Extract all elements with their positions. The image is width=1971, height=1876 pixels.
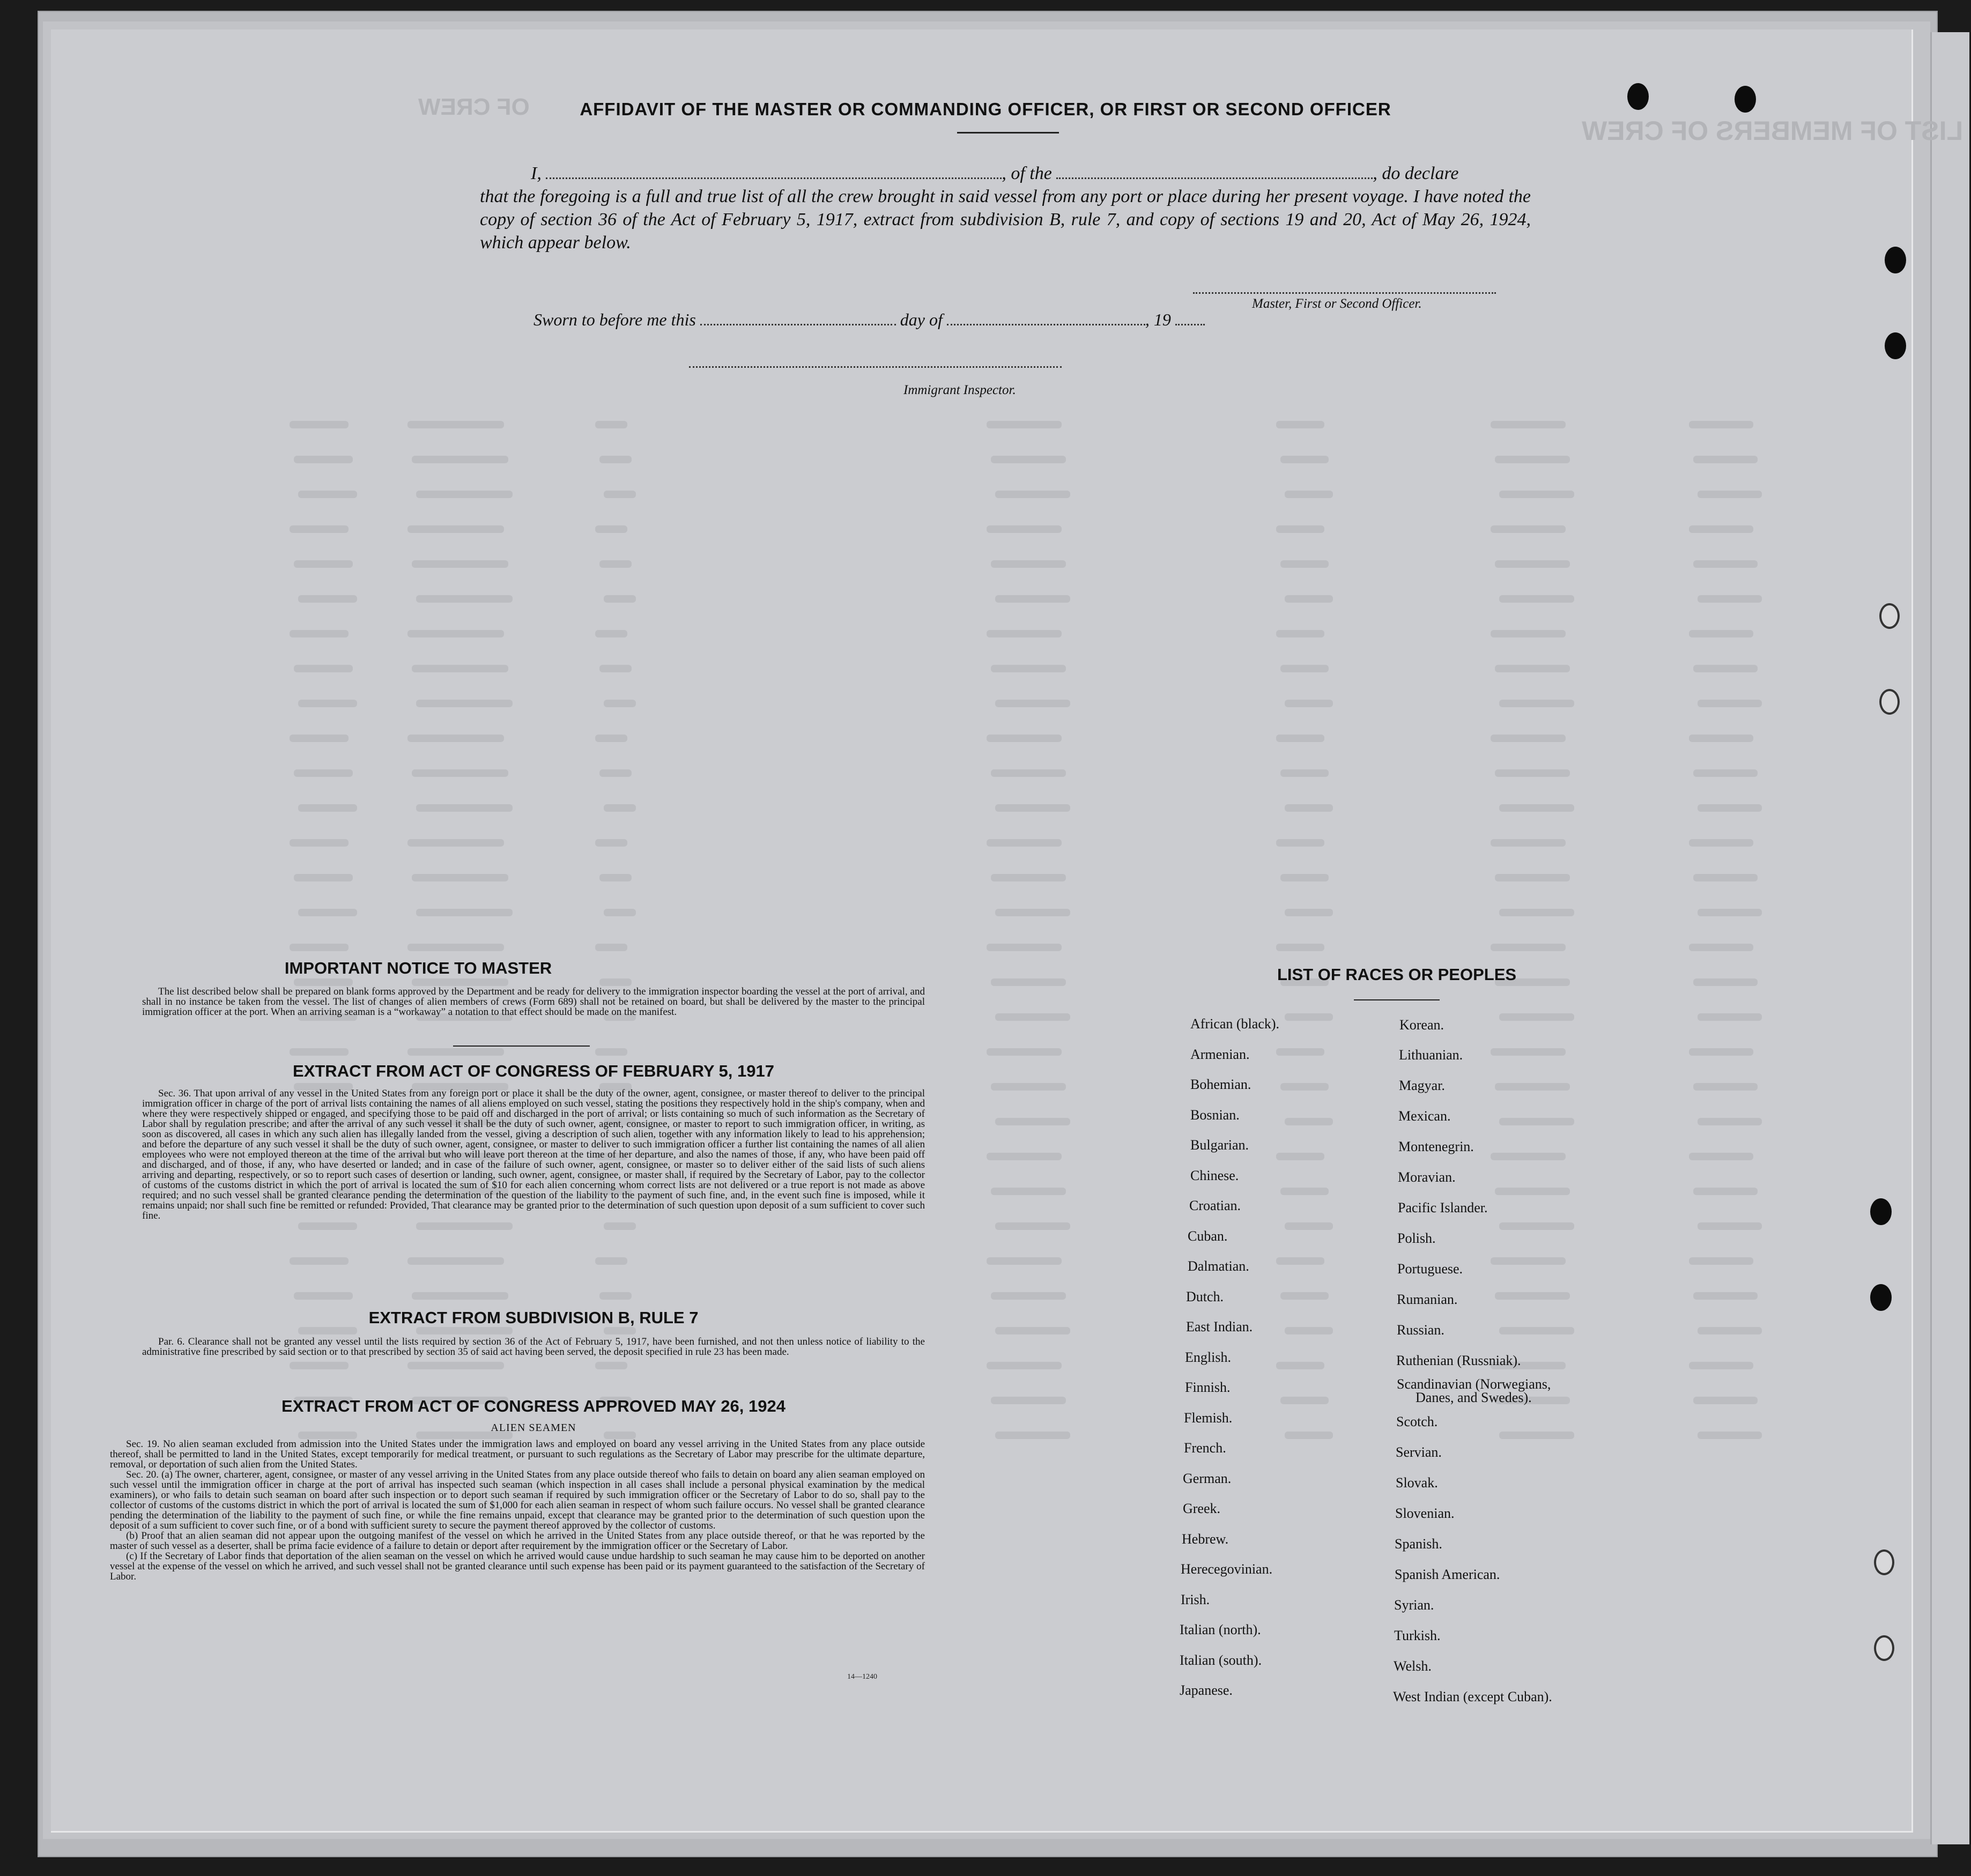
- show-through-mark: [1491, 944, 1566, 951]
- show-through-mark: [1285, 1222, 1333, 1230]
- race-item: Slovak.: [1396, 1475, 1438, 1491]
- punch-hole: [1874, 1549, 1894, 1575]
- notice-title: IMPORTANT NOTICE TO MASTER: [284, 959, 552, 977]
- show-through-mark: [595, 1257, 627, 1265]
- show-through-mark: [416, 1222, 513, 1230]
- race-item: French.: [1184, 1440, 1226, 1456]
- show-through-mark: [1689, 1362, 1753, 1369]
- show-through-mark: [604, 1222, 636, 1230]
- show-through-mark: [995, 595, 1070, 603]
- inspector-label: Immigrant Inspector.: [903, 383, 1016, 397]
- race-item: Italian (north).: [1180, 1622, 1261, 1637]
- show-through-mark: [1689, 1257, 1753, 1265]
- affidavit-statement: [480, 162, 1531, 254]
- affidavit-body: that the foregoing is a full and true list of all the crew brought in said vessel from any port or place during her present voyage. I have noted the copy of section 36 of the Act of February 5, 1917, extract from subdivision B, rule 7, and copy of sections 19 and 20, Act of May 26, 1924, which appear below.: [480, 187, 1531, 253]
- section-19-paragraph: Sec. 19. No alien seaman excluded from admission into the United States under the immigration laws and employed on board any vessel arriving in the United States from any place outside thereof, shall be permitted to land in the United States, except temporarily for medical treatment, or pursuant to such regulations as the Secretary of Labor may prescribe for the ultimate departure, removal, or deportation of such alien from the United States.: [110, 1438, 925, 1470]
- show-through-mark: [1495, 560, 1570, 568]
- show-through-mark: [1499, 595, 1574, 603]
- show-through-mark: [604, 491, 636, 498]
- race-item: West Indian (except Cuban).: [1393, 1689, 1552, 1704]
- show-through-mark: [1491, 630, 1566, 637]
- race-item: Rumanian.: [1397, 1292, 1458, 1307]
- rule-7-title: EXTRACT FROM SUBDIVISION B, RULE 7: [368, 1308, 699, 1327]
- show-through-mark: [1689, 1153, 1753, 1160]
- show-through-mark: [595, 839, 627, 847]
- show-through-mark: [1285, 804, 1333, 812]
- show-through-mark: [294, 769, 353, 777]
- race-item: Syrian.: [1394, 1597, 1434, 1613]
- inspector-signature-line[interactable]: [689, 366, 1062, 368]
- rule-7-text: [142, 1337, 925, 1357]
- show-through-mark: [987, 525, 1062, 533]
- show-through-mark: [1280, 456, 1329, 463]
- show-through-mark: [1280, 1188, 1329, 1195]
- show-through-mark: [290, 839, 349, 847]
- punch-hole: [1879, 603, 1900, 629]
- show-through-mark: [1280, 874, 1329, 881]
- show-through-mark: [298, 1222, 357, 1230]
- show-through-mark: [290, 735, 349, 742]
- show-through-mark: [987, 1257, 1062, 1265]
- show-through-mark: [294, 874, 353, 881]
- show-through-mark: [290, 944, 349, 951]
- show-through-mark: [991, 769, 1066, 777]
- show-through-mark: [1499, 1327, 1574, 1334]
- show-through-mark: [1276, 525, 1324, 533]
- show-through-mark: [995, 1327, 1070, 1334]
- race-item: Turkish.: [1394, 1628, 1441, 1643]
- show-through-mark: [1276, 944, 1324, 951]
- show-through-mark: [1495, 769, 1570, 777]
- show-through-mark: [1280, 1292, 1329, 1300]
- race-item: Spanish.: [1395, 1536, 1442, 1552]
- show-through-mark: [416, 700, 513, 707]
- show-through-mark: [604, 804, 636, 812]
- show-through-mark: [298, 595, 357, 603]
- show-through-mark: [1698, 1327, 1762, 1334]
- show-through-mark: [1693, 978, 1758, 986]
- show-through-mark: [599, 978, 632, 986]
- show-through-heading: LIST OF MEMBERS OF CREW: [1582, 116, 1963, 146]
- show-through-mark: [1285, 491, 1333, 498]
- race-item: Servian.: [1396, 1444, 1442, 1460]
- show-through-mark: [1280, 1397, 1329, 1404]
- show-through-mark: [1276, 421, 1324, 428]
- show-through-mark: [1499, 1118, 1574, 1125]
- show-through-mark: [604, 595, 636, 603]
- show-through-mark: [991, 874, 1066, 881]
- show-through-mark: [987, 944, 1062, 951]
- show-through-mark: [995, 491, 1070, 498]
- show-through-mark: [991, 1083, 1066, 1091]
- day-of-label: day of: [900, 310, 943, 329]
- show-through-mark: [1285, 1432, 1333, 1439]
- show-through-mark: [987, 1362, 1062, 1369]
- section-20a-paragraph: Sec. 20. (a) The owner, charterer, agent, consignee, or master of any vessel arriving in the United States from any place outside thereof who fails to detain on board any alien seaman employed on such vessel until the immigration officer in charge at the port of arrival has inspected such seaman (which inspection in all cases shall include a personal physical examination by the medical examiners), or who fails to detain such seaman on board after such inspection or to deport such seaman if required by such immigration officer or the Secretary of Labor to do so, shall pay to the collector of customs of the customs district in which the port of arrival is located the sum of $1,000 for each alien seaman in respect of whom such failure occurs. No vessel shall be granted clearance pending the determination of the liability to the payment of such fine, or while the fine remains unpaid, except that clearance may be granted prior to the determination of such question upon the deposit of a sum sufficient to cover such fine, or of a bond with sufficient surety to secure the payment thereof approved by the collector of customs.: [110, 1469, 925, 1531]
- race-item: Portuguese.: [1397, 1261, 1463, 1277]
- show-through-mark: [1698, 804, 1762, 812]
- show-through-mark: [407, 1257, 504, 1265]
- punch-hole: [1870, 1284, 1892, 1311]
- show-through-mark: [416, 804, 513, 812]
- show-through-mark: [290, 421, 349, 428]
- race-item: Herecegovinian.: [1181, 1561, 1273, 1577]
- show-through-mark: [1491, 421, 1566, 428]
- race-item: Japanese.: [1180, 1682, 1233, 1698]
- show-through-mark: [294, 665, 353, 672]
- show-through-mark: [412, 1292, 508, 1300]
- show-through-mark: [991, 1292, 1066, 1300]
- sworn-prefix: Sworn to before me this: [533, 310, 696, 329]
- race-item: Polish.: [1397, 1230, 1436, 1246]
- show-through-mark: [1689, 525, 1753, 533]
- races-title-underline: [1354, 999, 1440, 1000]
- show-through-mark: [995, 909, 1070, 916]
- show-through-mark: [599, 560, 632, 568]
- show-through-mark: [1693, 1292, 1758, 1300]
- show-through-mark: [1285, 1327, 1333, 1334]
- race-item: Armenian.: [1190, 1046, 1250, 1062]
- show-through-mark: [1280, 769, 1329, 777]
- race-item: Bulgarian.: [1190, 1137, 1249, 1153]
- show-through-mark: [407, 421, 504, 428]
- extract-1917-text: [142, 1088, 925, 1221]
- show-through-mark: [412, 874, 508, 881]
- race-item: Korean.: [1399, 1017, 1444, 1033]
- show-through-mark: [1285, 1013, 1333, 1021]
- show-through-mark: [416, 1327, 513, 1334]
- show-through-mark: [1689, 1048, 1753, 1056]
- show-through-mark: [1698, 700, 1762, 707]
- punch-hole: [1879, 689, 1900, 715]
- show-through-mark: [1698, 595, 1762, 603]
- show-through-mark: [995, 1432, 1070, 1439]
- year-label: , 19: [1145, 310, 1171, 329]
- show-through-mark: [407, 630, 504, 637]
- show-through-mark: [1491, 1257, 1566, 1265]
- show-through-mark: [1693, 665, 1758, 672]
- show-through-mark: [595, 1362, 627, 1369]
- race-item: Lithuanian.: [1399, 1047, 1463, 1063]
- show-through-mark: [595, 735, 627, 742]
- show-through-mark: [991, 456, 1066, 463]
- show-through-mark: [1491, 839, 1566, 847]
- show-through-mark: [1698, 491, 1762, 498]
- race-item: Ruthenian (Russniak).: [1396, 1353, 1521, 1368]
- master-signature-line[interactable]: [1193, 292, 1496, 294]
- race-item: Finnish.: [1185, 1380, 1231, 1395]
- notice-text: [142, 987, 925, 1017]
- show-through-mark: [599, 769, 632, 777]
- show-through-mark: [407, 735, 504, 742]
- show-through-mark: [412, 560, 508, 568]
- show-through-mark: [1285, 595, 1333, 603]
- show-through-mark: [991, 978, 1066, 986]
- punch-hole: [1885, 247, 1906, 273]
- master-signature-label: Master, First or Second Officer.: [1252, 296, 1422, 311]
- show-through-mark: [294, 456, 353, 463]
- show-through-mark: [987, 839, 1062, 847]
- show-through-mark: [298, 1327, 357, 1334]
- show-through-mark: [599, 1292, 632, 1300]
- show-through-mark: [987, 735, 1062, 742]
- race-item: East Indian.: [1186, 1319, 1253, 1334]
- show-through-mark: [416, 909, 513, 916]
- show-through-mark: [1491, 735, 1566, 742]
- show-through-mark: [407, 839, 504, 847]
- show-through-mark: [1689, 839, 1753, 847]
- show-through-mark: [599, 456, 632, 463]
- show-through-mark: [1276, 1257, 1324, 1265]
- show-through-mark: [298, 491, 357, 498]
- show-through-mark: [407, 944, 504, 951]
- show-through-mark: [298, 700, 357, 707]
- race-item: Italian (south).: [1180, 1652, 1262, 1668]
- affidavit-title: AFFIDAVIT OF THE MASTER OR COMMANDING OFFICER, OR FIRST OR SECOND OFFICER: [580, 99, 1391, 119]
- show-through-mark: [290, 1048, 349, 1056]
- race-item: Flemish.: [1184, 1410, 1233, 1426]
- race-item: Spanish American.: [1395, 1567, 1500, 1582]
- show-through-mark: [1693, 1188, 1758, 1195]
- show-through-mark: [1499, 909, 1574, 916]
- show-through-mark: [1499, 1432, 1574, 1439]
- show-through-mark: [416, 595, 513, 603]
- show-through-mark: [1499, 700, 1574, 707]
- sworn-day-field[interactable]: [700, 324, 896, 325]
- show-through-mark: [991, 665, 1066, 672]
- show-through-mark: [1698, 1432, 1762, 1439]
- race-item: Welsh.: [1394, 1658, 1432, 1674]
- section-divider: [453, 1045, 590, 1047]
- show-through-mark: [995, 1222, 1070, 1230]
- show-through-mark: [290, 630, 349, 637]
- race-item: English.: [1185, 1349, 1231, 1365]
- alien-seamen-subtitle: ALIEN SEAMEN: [491, 1422, 576, 1434]
- notice-paragraph: The list described below shall be prepared on blank forms approved by the Department and be ready for delivery to the immigration inspector boarding the vessel at the port of arrival, and shall in no instance be taken from the vessel. The list of changes of alien members of crews (Form 689) shall not be retained on board, but shall be delivered by the master to the principal immigration officer at the port. When an arriving seaman is a “workaway” a notation to that effect should be made on the manifest.: [142, 986, 925, 1018]
- show-through-mark: [412, 456, 508, 463]
- race-item: Magyar.: [1399, 1078, 1445, 1093]
- show-through-mark: [1491, 525, 1566, 533]
- race-item: Chinese.: [1190, 1167, 1239, 1183]
- show-through-mark: [604, 909, 636, 916]
- affidavit-i-label: I,: [531, 164, 542, 183]
- show-through-mark: [1693, 874, 1758, 881]
- sworn-year-field[interactable]: [1175, 324, 1205, 325]
- show-through-mark: [595, 1048, 627, 1056]
- section-20b-paragraph: (b) Proof that an alien seaman did not appear upon the outgoing manifest of the vessel on which he arrived in the United States from any place outside thereof, or that he was reported by the master of such vessel as a deserter, shall be prima facie evidence of a failure to detain or deport after requirement by the immigration officer or the Secretary of Labor.: [110, 1530, 925, 1552]
- race-item: Scandinavian (Norwegians,: [1397, 1376, 1551, 1392]
- races-title: LIST OF RACES OR PEOPLES: [1277, 965, 1517, 984]
- show-through-mark: [1693, 1397, 1758, 1404]
- show-through-mark: [1285, 1118, 1333, 1125]
- show-through-heading: OF CREW: [418, 94, 530, 120]
- race-item: African (black).: [1190, 1016, 1280, 1032]
- race-item: Bosnian.: [1190, 1107, 1240, 1123]
- show-through-mark: [987, 421, 1062, 428]
- show-through-mark: [1276, 1048, 1324, 1056]
- show-through-mark: [1280, 665, 1329, 672]
- show-through-mark: [416, 491, 513, 498]
- show-through-mark: [1693, 560, 1758, 568]
- race-item: Danes, and Swedes).: [1416, 1390, 1532, 1405]
- show-through-mark: [595, 525, 627, 533]
- race-item: Scotch.: [1396, 1414, 1438, 1429]
- of-the-label: , of the: [1002, 164, 1052, 183]
- show-through-mark: [298, 909, 357, 916]
- show-through-mark: [987, 1153, 1062, 1160]
- show-through-mark: [1499, 491, 1574, 498]
- race-item: Slovenian.: [1395, 1506, 1455, 1521]
- show-through-mark: [1689, 735, 1753, 742]
- show-through-mark: [1280, 1083, 1329, 1091]
- show-through-mark: [412, 769, 508, 777]
- show-through-mark: [1276, 630, 1324, 637]
- show-through-mark: [412, 978, 508, 986]
- show-through-mark: [1689, 630, 1753, 637]
- race-item: Mexican.: [1398, 1108, 1451, 1124]
- sworn-line: [533, 310, 1205, 330]
- show-through-mark: [1276, 735, 1324, 742]
- show-through-mark: [1276, 1153, 1324, 1160]
- show-through-mark: [1495, 1083, 1570, 1091]
- show-through-mark: [595, 421, 627, 428]
- show-through-mark: [595, 944, 627, 951]
- punch-hole: [1870, 1198, 1892, 1225]
- show-through-mark: [294, 1292, 353, 1300]
- show-through-mark: [995, 700, 1070, 707]
- name-field[interactable]: [546, 177, 1002, 179]
- title-underline: [957, 132, 1059, 134]
- race-item: Moravian.: [1398, 1169, 1456, 1185]
- show-through-mark: [1689, 944, 1753, 951]
- do-declare-label: , do declare: [1373, 164, 1459, 183]
- show-through-mark: [599, 874, 632, 881]
- show-through-mark: [987, 1048, 1062, 1056]
- show-through-mark: [1693, 769, 1758, 777]
- show-through-mark: [599, 665, 632, 672]
- extract-1917-title: EXTRACT FROM ACT OF CONGRESS OF FEBRUARY 5, 1917: [293, 1062, 774, 1080]
- show-through-mark: [1499, 804, 1574, 812]
- show-through-mark: [290, 1362, 349, 1369]
- race-item: Bohemian.: [1190, 1077, 1251, 1092]
- show-through-mark: [1698, 1013, 1762, 1021]
- show-through-mark: [1491, 1048, 1566, 1056]
- show-through-mark: [1285, 700, 1333, 707]
- show-through-mark: [991, 1188, 1066, 1195]
- show-through-mark: [595, 630, 627, 637]
- race-item: Croatian.: [1189, 1198, 1241, 1213]
- punch-hole: [1874, 1635, 1894, 1661]
- show-through-mark: [995, 1118, 1070, 1125]
- show-through-mark: [1698, 909, 1762, 916]
- show-through-mark: [1495, 1188, 1570, 1195]
- show-through-mark: [1499, 1013, 1574, 1021]
- show-through-mark: [1495, 874, 1570, 881]
- show-through-mark: [1276, 839, 1324, 847]
- show-through-mark: [995, 1013, 1070, 1021]
- extract-1924-title: EXTRACT FROM ACT OF CONGRESS APPROVED MAY 26, 1924: [281, 1397, 786, 1415]
- race-item: Pacific Islander.: [1398, 1200, 1488, 1215]
- show-through-mark: [1693, 456, 1758, 463]
- show-through-mark: [991, 560, 1066, 568]
- show-through-mark: [412, 665, 508, 672]
- race-item: Cuban.: [1188, 1228, 1228, 1244]
- race-item: Irish.: [1181, 1591, 1210, 1607]
- show-through-mark: [407, 525, 504, 533]
- race-item: German.: [1183, 1470, 1232, 1486]
- show-through-mark: [1495, 1292, 1570, 1300]
- show-through-mark: [1491, 1153, 1566, 1160]
- show-through-mark: [1698, 1222, 1762, 1230]
- extract-1924-text: [110, 1439, 925, 1582]
- race-item: Greek.: [1183, 1501, 1221, 1516]
- race-item: Dalmatian.: [1188, 1258, 1249, 1274]
- show-through-mark: [407, 1048, 504, 1056]
- vessel-field[interactable]: [1056, 177, 1373, 179]
- race-item: Russian.: [1397, 1322, 1444, 1338]
- show-through-mark: [1495, 665, 1570, 672]
- show-through-mark: [298, 804, 357, 812]
- show-through-mark: [1689, 421, 1753, 428]
- race-item: Hebrew.: [1182, 1531, 1229, 1547]
- show-through-mark: [1280, 560, 1329, 568]
- section-20c-paragraph: (c) If the Secretary of Labor finds that deportation of the alien seaman on the vessel on which he arrived would cause undue hardship to such seaman he may cause him to be deported on another vessel at the expense of the vessel on which he arrived, and such vessel shall not be granted clearance until such expense has been paid or its payment guaranteed to the satisfaction of the Secretary of Labor.: [110, 1551, 925, 1582]
- show-through-mark: [290, 1257, 349, 1265]
- punch-hole: [1885, 332, 1906, 359]
- show-through-mark: [1495, 456, 1570, 463]
- show-through-mark: [1693, 1083, 1758, 1091]
- rule-7-paragraph: Par. 6. Clearance shall not be granted any vessel until the lists required by section 36 of the Act of February 5, 1917, have been furnished, and not then unless notice of liability to the administrative fine prescribed by said section or to that prescribed by section 35 of said act having been served, the deposit specified in rule 23 has been made.: [142, 1336, 925, 1358]
- show-through-mark: [987, 630, 1062, 637]
- show-through-mark: [1499, 1222, 1574, 1230]
- section-36-paragraph: Sec. 36. That upon arrival of any vessel in the United States from any foreign port or place it shall be the duty of the owner, agent, consignee, or master thereof to deliver to the principal immigration officer in charge of the port of arrival lists containing the names of all aliens employed on such vessel, stating the positions they respectively hold in the ship's company, when and where they were respectively shipped or engaged, and specifying those to be paid off and discharged in the port of arrival; or lists containing so much of such information as the Secretary of Labor shall by regulation prescribe; and after the arrival of any such vessel it shall be the duty of such owner, agent, consignee, or master to report to such immigration officer, in writing, as soon as discovered, all cases in which any such alien has illegally landed from the vessel, giving a description of such alien, together with any information likely to lead to his apprehension; and before the departure of any such vessel it shall be the duty of such owner, agent, consignee, or master to deliver to such immigration officer a further list containing the names of all alien employees who were not employed thereon at the time of the arrival but who will leave port thereon at the time of her departure, and also the names of those, if any, who have been paid off and discharged, and of those, if any, who have deserted or landed; and in case of the failure of such owner, agent, consignee, or master so to deliver either of the said lists of such aliens arriving and departing, respectively, or so to report such cases of desertion or landing, such owner, agent, consignee, or master shall, if required by the Secretary of Labor, pay to the collector of customs of the customs district in which the port of arrival is located the sum of $10 for each alien concerning whom correct lists are not delivered or a true report is not made as above required; and no such vessel shall be granted clearance pending the determination of the question of the liability to the payment of such fine, and, in the event such fine is imposed, while it remains unpaid; nor shall such fine be remitted or refunded: Provided, That clearance may be granted prior to the determination of such question upon deposit of a sum sufficient to cover such fine.: [142, 1088, 925, 1221]
- show-through-mark: [604, 700, 636, 707]
- show-through-mark: [407, 1362, 504, 1369]
- race-item: Montenegrin.: [1398, 1139, 1474, 1154]
- show-through-mark: [294, 978, 353, 986]
- form-number: 14—1240: [847, 1673, 877, 1681]
- show-through-mark: [995, 804, 1070, 812]
- race-item: Dutch.: [1186, 1288, 1224, 1304]
- show-through-mark: [294, 560, 353, 568]
- show-through-mark: [290, 525, 349, 533]
- show-through-mark: [991, 1397, 1066, 1404]
- show-through-mark: [1285, 909, 1333, 916]
- page-edge: [1930, 32, 1969, 1844]
- show-through-mark: [604, 1327, 636, 1334]
- show-through-mark: [1276, 1362, 1324, 1369]
- show-through-mark: [1698, 1118, 1762, 1125]
- sworn-month-field[interactable]: [947, 324, 1145, 325]
